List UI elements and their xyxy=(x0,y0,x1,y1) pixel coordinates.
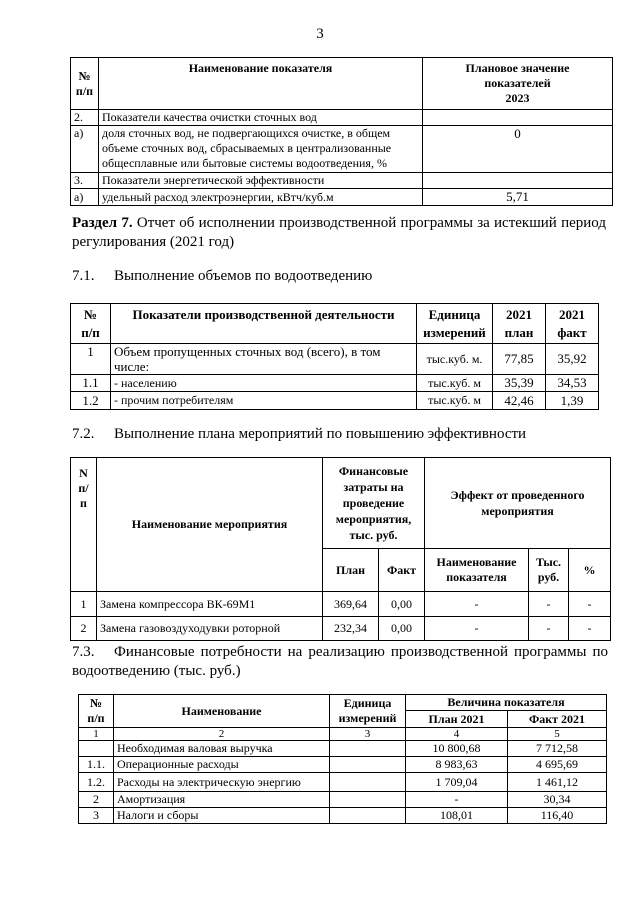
col-unit-header: Единица измерений xyxy=(417,304,493,344)
col-name-header: Наименование мероприятия xyxy=(97,458,323,592)
cell: - xyxy=(529,617,569,641)
table-row xyxy=(71,173,613,189)
col-name-header: Наименование показателя xyxy=(99,58,423,110)
cell: 1.1 xyxy=(71,375,111,392)
section-label: Раздел 7. xyxy=(72,215,133,231)
cell: 1.2. xyxy=(79,773,114,792)
cell: 30,34 xyxy=(508,792,607,808)
cell: - xyxy=(406,792,508,808)
table-row xyxy=(71,592,611,617)
cell xyxy=(330,741,406,757)
cell: 1,39 xyxy=(546,392,599,410)
table-row xyxy=(71,375,599,392)
col-value-header: Величина показателя xyxy=(406,695,607,711)
col-num-header: № п/п xyxy=(71,58,99,110)
col-plan-header: Плановое значение показателей 2023 xyxy=(423,58,613,110)
cell: - xyxy=(425,592,529,617)
cell: 116,40 xyxy=(508,808,607,824)
col-name-header: Наименование xyxy=(114,695,330,728)
cell: - xyxy=(569,592,611,617)
table-row xyxy=(79,741,607,757)
section-text: Отчет об исполнении производственной программы за истекший период регулирования (2021 год) xyxy=(72,215,606,250)
cell: Объем пропущенных сточных вод (всего), в том числе: xyxy=(111,344,417,375)
cell: 1 xyxy=(71,344,111,375)
cell: 7 712,58 xyxy=(508,741,607,757)
cell: Налоги и сборы xyxy=(114,808,330,824)
table-row xyxy=(71,110,613,126)
cell: 34,53 xyxy=(546,375,599,392)
section-heading xyxy=(72,214,606,252)
cell xyxy=(79,741,114,757)
subsection-7-1 xyxy=(72,268,606,285)
cell: 2. xyxy=(71,110,99,126)
subsection-7-3 xyxy=(72,643,608,681)
subsection-title: Финансовые потребности на реализацию производственной программы по водоотведению (тыс. руб.) xyxy=(72,644,608,679)
subsection-title: Выполнение объемов по водоотведению xyxy=(114,268,373,284)
cell: 5,71 xyxy=(423,189,613,206)
index-row xyxy=(79,728,607,741)
cell: 3 xyxy=(330,728,406,741)
cell: 42,46 xyxy=(493,392,546,410)
col-plan-header: План 2021 xyxy=(406,711,508,728)
cell: Замена газовоздуходувки роторной xyxy=(97,617,323,641)
cell: 0 xyxy=(423,126,613,173)
table-row xyxy=(71,126,613,173)
subsection-number: 7.3. xyxy=(72,644,95,660)
table-row xyxy=(79,792,607,808)
table-row xyxy=(79,773,607,792)
cell: тыс.куб. м. xyxy=(417,344,493,375)
cell: доля сточных вод, не подвергающихся очистке, в общем объеме сточных вод, сбрасываемых в централизованные общесплавные или бытовые системы водоотведения, % xyxy=(99,126,423,173)
cell xyxy=(423,173,613,189)
col-plan-header: 2021 план xyxy=(493,304,546,344)
cell: а) xyxy=(71,126,99,173)
cell: 10 800,68 xyxy=(406,741,508,757)
cell: Расходы на электрическую энергию xyxy=(114,773,330,792)
cell: - xyxy=(569,617,611,641)
col-rub-header: Тыс. руб. xyxy=(529,549,569,592)
table-row xyxy=(71,392,599,410)
cell: - xyxy=(529,592,569,617)
cell: 1.1. xyxy=(79,757,114,773)
cell: Необходимая валовая выручка xyxy=(114,741,330,757)
table-row xyxy=(71,344,599,375)
cell: 35,39 xyxy=(493,375,546,392)
cell: 0,00 xyxy=(379,617,425,641)
cell xyxy=(330,808,406,824)
col-effect-header: Эффект от проведенного мероприятия xyxy=(425,458,611,549)
measures-table xyxy=(70,457,611,641)
col-fact-header: Факт xyxy=(379,549,425,592)
col-indicator-header: Показатели производственной деятельности xyxy=(111,304,417,344)
indicators-table xyxy=(70,57,613,206)
subsection-number: 7.1. xyxy=(72,268,95,284)
cell: 35,92 xyxy=(546,344,599,375)
cell: - населению xyxy=(111,375,417,392)
cell: 5 xyxy=(508,728,607,741)
page-number: 3 xyxy=(316,26,324,42)
col-costs-header: Финансовые затраты на проведение мероприятия, тыс. руб. xyxy=(323,458,425,549)
cell: 2 xyxy=(79,792,114,808)
subsection-title: Выполнение плана мероприятий по повышению эффективности xyxy=(114,426,527,442)
cell xyxy=(423,110,613,126)
cell: Амортизация xyxy=(114,792,330,808)
col-num-header: № п/п xyxy=(71,304,111,344)
cell: 1 xyxy=(79,728,114,741)
cell: Операционные расходы xyxy=(114,757,330,773)
cell: удельный расход электроэнергии, кВтч/куб.м xyxy=(99,189,423,206)
cell xyxy=(330,792,406,808)
cell xyxy=(330,773,406,792)
cell: 4 695,69 xyxy=(508,757,607,773)
subsection-number: 7.2. xyxy=(72,426,95,442)
cell: 2 xyxy=(114,728,330,741)
cell: а) xyxy=(71,189,99,206)
table-row xyxy=(71,617,611,641)
table-row xyxy=(79,757,607,773)
cell: 4 xyxy=(406,728,508,741)
cell: 369,64 xyxy=(323,592,379,617)
cell: 8 983,63 xyxy=(406,757,508,773)
col-percent-header: % xyxy=(569,549,611,592)
cell: Замена компрессора ВК-69М1 xyxy=(97,592,323,617)
cell: 1 xyxy=(71,592,97,617)
cell: - прочим потребителям xyxy=(111,392,417,410)
table-row xyxy=(79,808,607,824)
cell: 3. xyxy=(71,173,99,189)
cell: 232,34 xyxy=(323,617,379,641)
volumes-table xyxy=(70,303,599,410)
cell xyxy=(330,757,406,773)
cell: тыс.куб. м xyxy=(417,392,493,410)
cell: Показатели качества очистки сточных вод xyxy=(99,110,423,126)
cell: 1.2 xyxy=(71,392,111,410)
table-row xyxy=(71,189,613,206)
col-plan-header: План xyxy=(323,549,379,592)
col-fact-header: 2021 факт xyxy=(546,304,599,344)
cell: 1 461,12 xyxy=(508,773,607,792)
col-unit-header: Единица измерений xyxy=(330,695,406,728)
cell: 0,00 xyxy=(379,592,425,617)
col-indicator-header: Наименование показателя xyxy=(425,549,529,592)
col-fact-header: Факт 2021 xyxy=(508,711,607,728)
cell: - xyxy=(425,617,529,641)
cell: 108,01 xyxy=(406,808,508,824)
cell: 3 xyxy=(79,808,114,824)
cell: 2 xyxy=(71,617,97,641)
cell: 77,85 xyxy=(493,344,546,375)
cell: тыс.куб. м xyxy=(417,375,493,392)
col-num-header: № п/п xyxy=(79,695,114,728)
cell: Показатели энергетической эффективности xyxy=(99,173,423,189)
col-num-header: N п/ п xyxy=(71,458,97,592)
cell: 1 709,04 xyxy=(406,773,508,792)
financial-needs-table xyxy=(78,694,607,824)
subsection-7-2 xyxy=(72,426,606,443)
